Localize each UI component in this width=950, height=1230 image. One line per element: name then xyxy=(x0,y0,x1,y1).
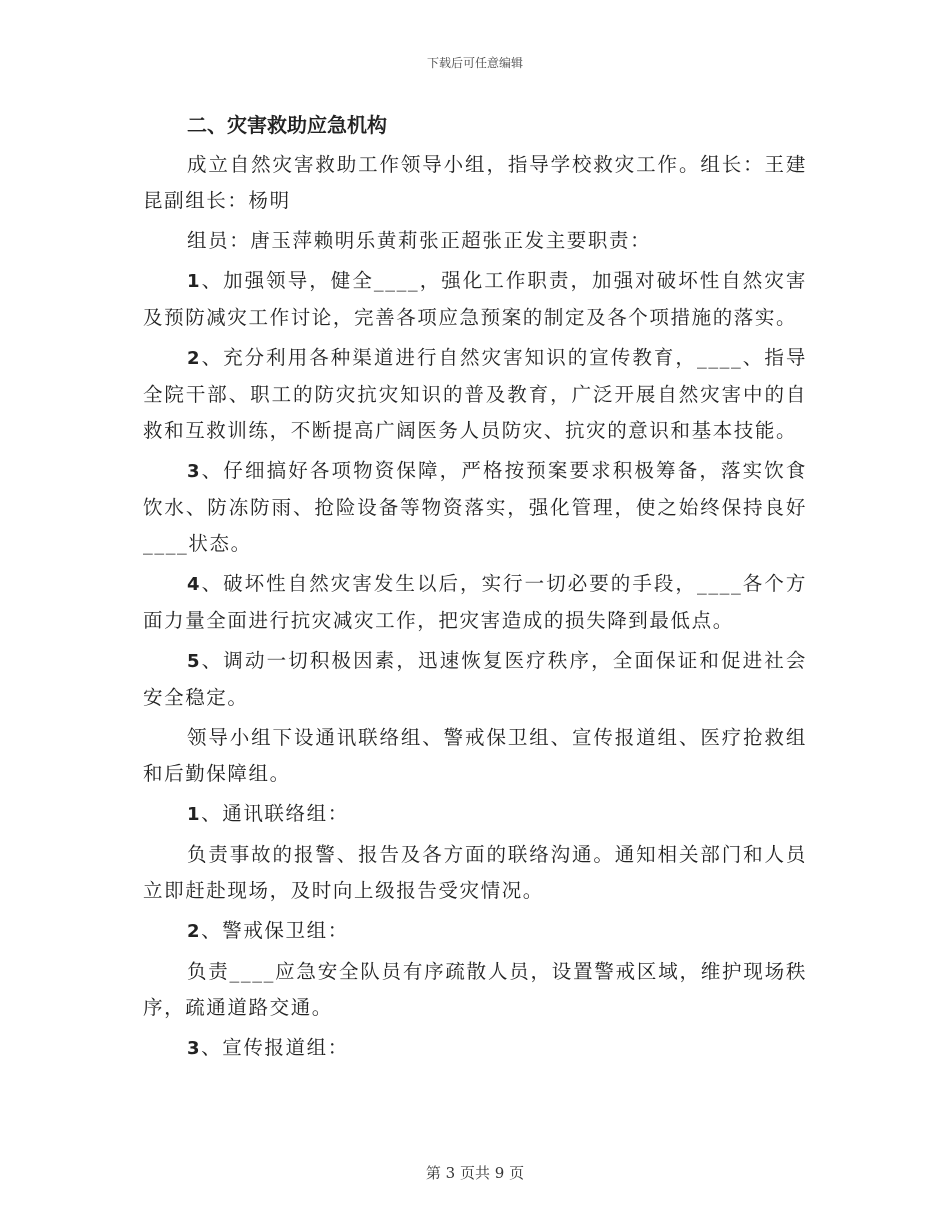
item-number: 2 xyxy=(187,348,202,369)
paragraph-text: 成立自然灾害救助工作领导小组，指导学校救灾工作。组长：王建昆副组长：杨明 xyxy=(143,153,807,212)
paragraph xyxy=(143,837,807,909)
paragraph xyxy=(143,223,807,259)
paragraph-text: 负责____应急安全队员有序疏散人员，设置警戒区域，维护现场秩序，疏通道路交通。 xyxy=(143,960,807,1019)
paragraph xyxy=(143,954,807,1026)
paragraph-text: 、加强领导，健全____，强化工作职责，加强对破坏性自然灾害及预防减灾工作讨论，完善各项应急预案的制定及各个项措施的落实。 xyxy=(143,269,807,329)
page-footer xyxy=(0,1162,950,1183)
page-header: 下载后可任意编辑 xyxy=(426,56,523,70)
item-number: 1 xyxy=(187,271,202,292)
paragraph-text: 、充分利用各种渠道进行自然灾害知识的宣传教育，____、指导全院干部、职工的防灾抗灾知识的普及教育，广泛开展自然灾害中的自救和互救训练，不断提高广阔医务人员防灾、抗灾的意识和基本技能。 xyxy=(143,346,807,442)
paragraph-text: 组员：唐玉萍赖明乐黄莉张正超张正发主要职责： xyxy=(187,229,652,252)
paragraph-text: 、警戒保卫组： xyxy=(201,919,349,942)
item-number: 3 xyxy=(187,461,202,482)
numbered-paragraph xyxy=(143,340,807,449)
paragraph-text: 领导小组下设通讯联络组、警戒保卫组、宣传报道组、医疗抢救组和后勤保障组。 xyxy=(143,726,807,785)
footer-suffix: 页 xyxy=(509,1164,525,1182)
footer-prefix: 第 xyxy=(425,1164,441,1182)
document-body xyxy=(143,107,807,1067)
paragraph-text: 、通讯联络组： xyxy=(201,802,349,825)
section-title: 二、灾害救助应急机构 xyxy=(187,113,387,137)
paragraph-text: 、破坏性自然灾害发生以后，实行一切必要的手段，____各个方面力量全面进行抗灾减灾工作，把灾害造成的损失降到最低点。 xyxy=(143,572,807,632)
item-number: 4 xyxy=(187,574,202,595)
numbered-paragraph xyxy=(143,263,807,336)
paragraph-text: 、调动一切积极因素，迅速恢复医疗秩序，全面保证和促进社会安全稳定。 xyxy=(143,649,807,709)
subsection-heading xyxy=(143,1030,807,1067)
numbered-paragraph xyxy=(143,566,807,639)
subsection-heading xyxy=(143,913,807,950)
subsection-heading xyxy=(143,796,807,833)
item-number: 1 xyxy=(187,804,202,825)
numbered-paragraph xyxy=(143,453,807,562)
paragraph-text: 、宣传报道组： xyxy=(201,1036,349,1059)
item-number: 2 xyxy=(187,921,202,942)
paragraph xyxy=(143,720,807,792)
paragraph xyxy=(143,147,807,219)
paragraph-text: 负责事故的报警、报告及各方面的联络沟通。通知相关部门和人员立即赶赴现场，及时向上级报告受灾情况。 xyxy=(143,843,807,902)
item-number: 5 xyxy=(187,651,202,672)
footer-mid: 页共 xyxy=(459,1164,490,1182)
numbered-paragraph xyxy=(143,643,807,716)
item-number: 3 xyxy=(187,1038,202,1059)
total-page-count: 9 xyxy=(494,1164,505,1182)
paragraph-text: 、仔细搞好各项物资保障，严格按预案要求积极筹备，落实饮食饮水、防冻防雨、抢险设备等物资落实，强化管理，使之始终保持良好____状态。 xyxy=(143,459,807,555)
current-page-number: 3 xyxy=(445,1164,456,1182)
